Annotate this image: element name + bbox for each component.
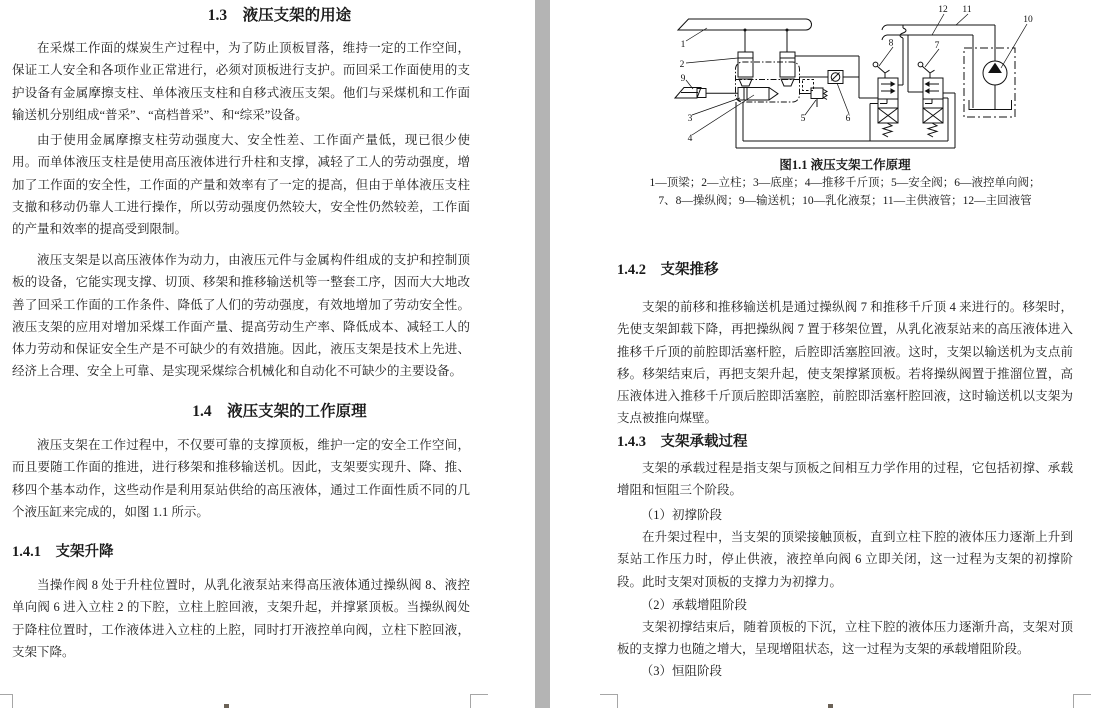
heading-1-4-3: 1.4.3 支架承载过程 [617,434,748,450]
main-return-pipe [887,35,973,108]
page-number-stub [224,704,229,708]
figure-1-1-schematic [660,0,1050,152]
heading-1-4: 1.4 液压支架的工作原理 [192,403,367,420]
crop-mark [12,694,13,708]
figure-label-9: 9 [680,74,686,84]
crop-mark [600,694,618,695]
page-left [0,0,535,708]
figure-label-8: 8 [888,38,894,49]
figure-label-7: 7 [934,41,940,51]
pump-station-box [964,48,1015,117]
figure-label-2: 2 [679,60,685,70]
figure-legend-line1: 1—顶梁；2—立柱；3—底座；4—推移千斤顶；5—安全阀；6—液控单向阀； [649,177,1041,189]
paragraph: 支架初撑结束后，随着顶板的下沉，立柱下腔的液体压力逐渐升高，支架对顶板的支撑力也随之增大，呈现增阻状态，这一过程为支架的承载增阻阶段。 [617,620,1073,657]
figure-label-10: 10 [1023,15,1033,25]
control-valve-7 [918,62,943,137]
figure-legend-line2: 7、8—操纵阀；9—输送机；10—乳化液泵；11—主供液管；12—主回液管 [658,195,1032,207]
crop-mark [1073,694,1091,695]
paragraph: 在采煤工作面的煤炭生产过程中，为了防止顶板冒落，维持一定的工作空间，保证工人安全和各项作业正常进行，必须对顶板进行支护。而回采工作面使用的支护设备有金属摩擦支柱、单体液压支柱和自移式液压支架。他们与采煤机和工作面输送机分别组成“普采”、“高档普采”、和“综采”设备。 [12,41,470,122]
paragraph: 支架的承载过程是指支架与顶板之间相互力学作用的过程，它包括初撑、承载增阻和恒阻三个阶段。 [617,461,1073,498]
figure-label-6: 6 [845,114,851,124]
list-item-1: （1）初撑阶段 [640,508,723,522]
figure-label-1: 1 [680,40,686,50]
heading-1-3: 1.3 液压支架的用途 [207,7,352,24]
paragraph: 由于使用金属摩擦支柱劳动强度大、安全性差、工作面产量低，现已很少使用。而单体液压支柱是使用高压液体进行升柱和支撑，减轻了工人的劳动强度，增加了工作面的安全性，工作面的产量和效率有了一定的提高，但由于单体液压支柱支撤和移动仍靠人工进行操作，所以劳动强度仍然较大，安全性仍然较差，工作面的产量和效率的提高受到限制。 [12,133,470,237]
safety-valve [811,88,823,99]
heading-1-4-1: 1.4.1 支架升降 [12,544,114,560]
paragraph: 支架的前移和推移输送机是通过操纵阀 7 和推移千斤顶 4 来进行的。移架时，先使支架卸载下降，再把操纵阀 7 置于移架位置，从乳化液泵站来的高压液体进入推移千斤顶的前腔即活塞杆腔，后腔即活塞腔回液。这时，支架以输送机为支点前移。移架结束后，再把支架升起，使支架撑紧顶板。若将操纵阀置于推溜位置，高压液体进入推移千斤顶后腔即活塞腔，前腔即活塞杆腔回液，这时输送机以支架为支点被推向煤壁。 [617,300,1073,426]
prop-cylinder [738,52,753,77]
page-right [550,0,1101,708]
paragraph: 液压支架是以高压液体作为动力，由液压元件与金属构件组成的支护和控制顶板的设备，它能实现支撑、切顶、移架和推移输送机等一整套工序，因而大大地改善了回采工作面的工作条件、降低了人们的劳动强度，有效地增加了劳动安全性。液压支架的应用对增加采煤工作面产量、提高劳动生产率、降低成本、减轻工人的体力劳动和保证安全生产是不可缺少的有效措施。因此，液压支架是技术上先进、经济上合理、安全上可靠、是实现采煤综合机械化和自动化不可缺少的主要设备。 [12,253,470,379]
paragraph: 在升架过程中，当支架的顶梁接触顶板，直到立柱下腔的液体压力逐渐上升到泵站工作压力时，停止供液，液控单向阀 6 立即关闭，这一过程为支架的初撑阶段。此时支架对顶板的支撑力为初撑力。 [617,530,1073,589]
crop-mark [1073,694,1074,708]
figure-label-5: 5 [800,114,806,124]
safety-valve-pilot [803,80,814,91]
page-number-stub [828,704,833,708]
crop-mark [470,694,471,708]
push-jack [738,88,769,101]
figure-label-12: 12 [938,5,948,15]
heading-1-4-2: 1.4.2 支架推移 [617,262,719,278]
figure-label-11: 11 [962,5,972,15]
control-valve-8 [873,62,898,137]
base-frame [736,62,800,102]
page-gap [535,0,550,708]
list-item-2: （2）承载增阻阶段 [640,598,748,612]
paragraph: 液压支架在工作过程中，不仅要可靠的支撑顶板，维护一定的安全工作空间，而且要随工作面的推进，进行移架和推移输送机。因此，支架要实现升、降、推、移四个基本动作，这些动作是利用泵站供给的高压液体，通过工作面性质不同的几个液压缸来完成的，如图 1.1 所示。 [12,438,470,519]
prop-cylinder [780,52,795,77]
figure-label-3: 3 [687,114,693,124]
figure-caption: 图1.1 液压支架工作原理 [779,158,911,172]
roof-beam [678,19,812,30]
crop-mark [470,694,488,695]
figure-label-4: 4 [687,134,693,144]
crop-mark [617,694,618,708]
leader-lines [686,14,1027,135]
tank [969,100,1012,110]
list-item-3: （3）恒阻阶段 [640,664,723,678]
paragraph: 当操作阀 8 处于升柱位置时，从乳化液泵站来得高压液体通过操纵阀 8、液控单向阀 6 进入立柱 2 的下腔，立柱上腔回液，支架升起，并撑紧顶板。当操纵阀处于降柱位置时，工作液体进入立柱的上腔，同时打开液控单向阀，立柱下腔回液，支架下降。 [12,578,470,659]
